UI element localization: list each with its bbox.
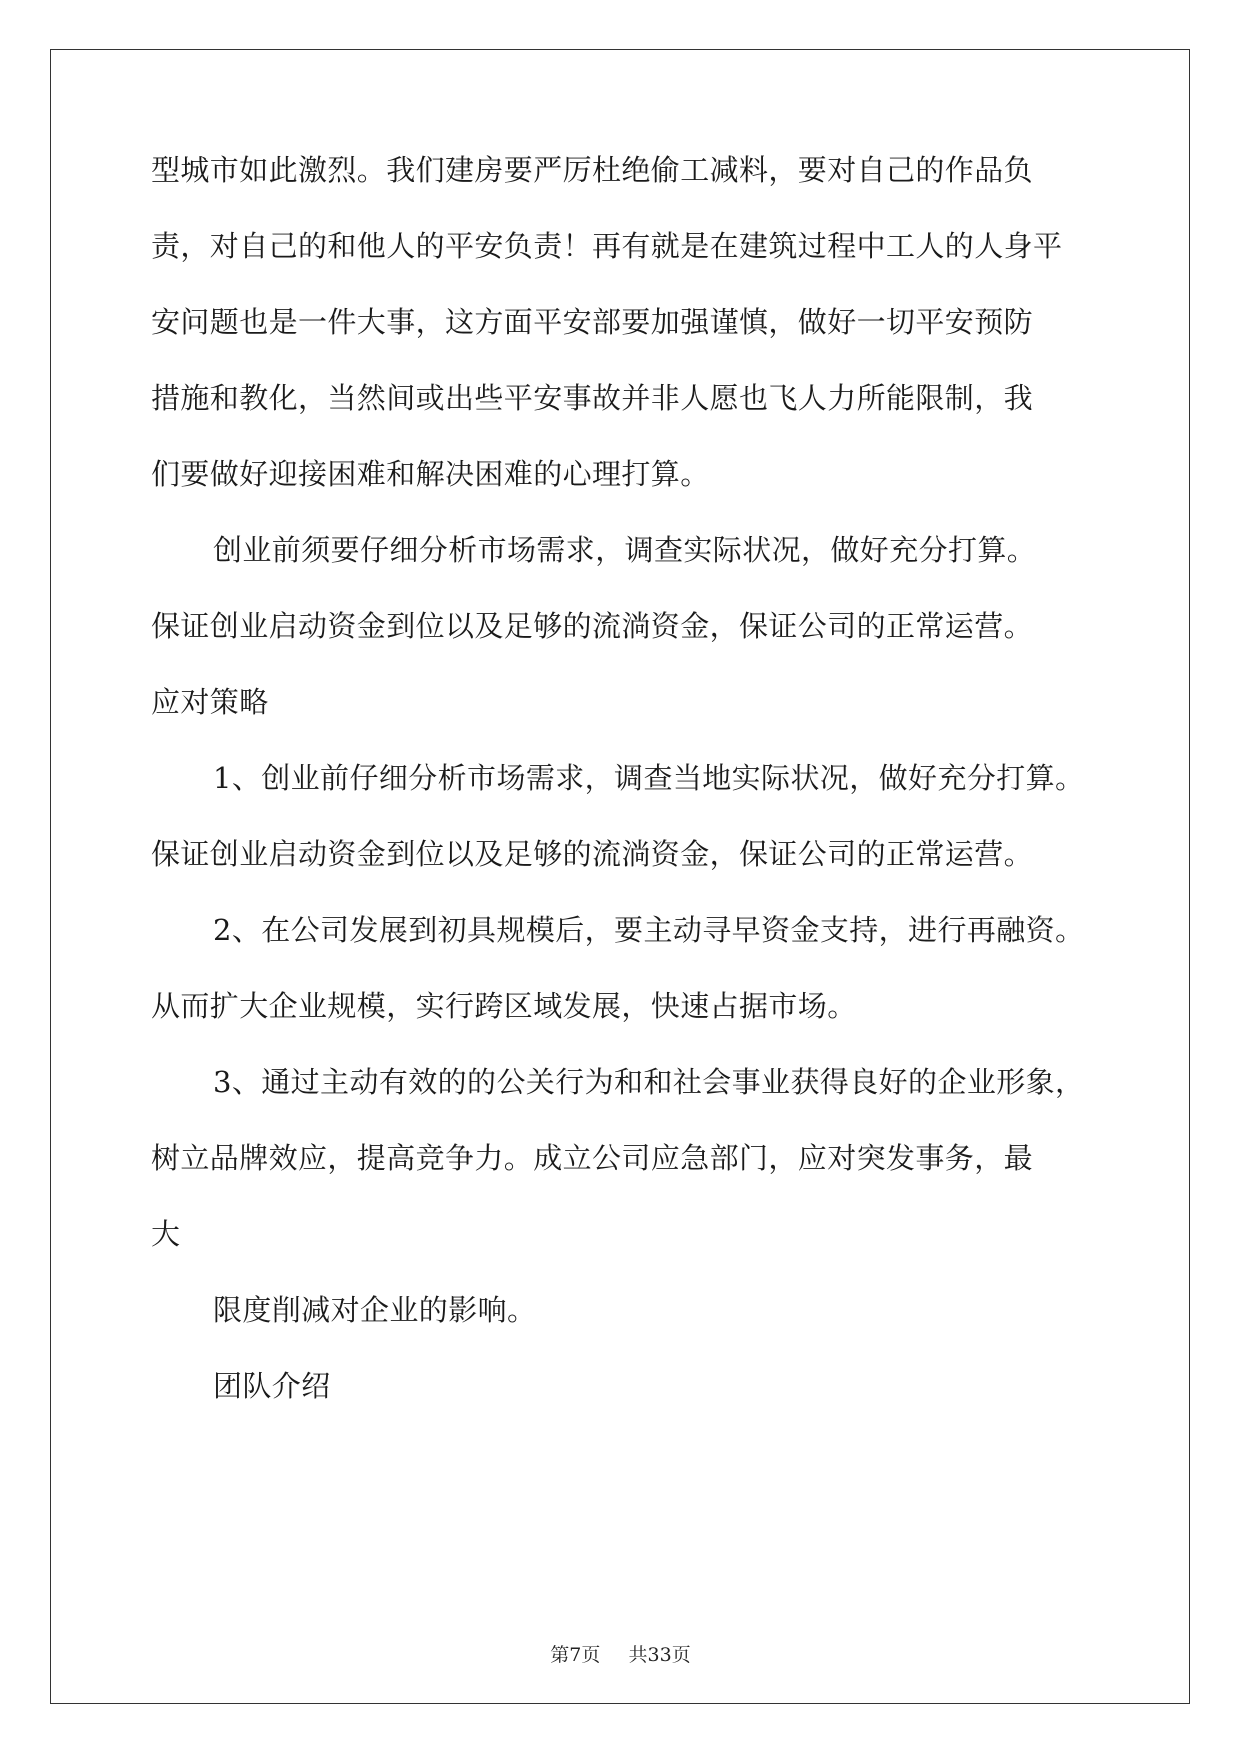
paragraph-line: 从而扩大企业规模，实行跨区域发展，快速占据市场。 (151, 989, 857, 1023)
list-item: 2、在公司发展到初具规模后，要主动寻早资金支持，进行再融资。 (213, 913, 1085, 947)
paragraph-line: 措施和教化，当然间或出些平安事故并非人愿也飞人力所能限制，我 (151, 381, 1034, 415)
paragraph-line: 限度削减对企业的影响。 (213, 1293, 537, 1327)
paragraph-line: 们要做好迎接困难和解决困难的心理打算。 (151, 457, 710, 491)
section-heading: 团队介绍 (213, 1369, 331, 1403)
page-border (50, 49, 1190, 1704)
paragraph-line: 型城市如此激烈。我们建房要严厉杜绝偷工减料，要对自己的作品负 (151, 153, 1034, 187)
list-item: 3、通过主动有效的的公关行为和和社会事业获得良好的企业形象， (213, 1065, 1085, 1099)
section-heading: 应对策略 (151, 685, 269, 719)
paragraph-line: 责，对自己的和他人的平安负责！再有就是在建筑过程中工人的人身平 (151, 229, 1063, 263)
paragraph-line: 安问题也是一件大事，这方面平安部要加强谨慎，做好一切平安预防 (151, 305, 1034, 339)
paragraph-line: 大 (151, 1217, 181, 1251)
paragraph-line: 保证创业启动资金到位以及足够的流淌资金，保证公司的正常运营。 (151, 609, 1034, 643)
page-footer (0, 1643, 1241, 1667)
list-item: 1、创业前仔细分析市场需求，调查当地实际状况，做好充分打算。 (213, 761, 1085, 795)
paragraph-line: 创业前须要仔细分析市场需求，调查实际状况，做好充分打算。 (213, 533, 1037, 567)
paragraph-line: 保证创业启动资金到位以及足够的流淌资金，保证公司的正常运营。 (151, 837, 1034, 871)
page-total: 共33页 (628, 1644, 691, 1666)
paragraph-line: 树立品牌效应，提高竞争力。成立公司应急部门，应对突发事务，最 (151, 1141, 1034, 1175)
page-number: 第7页 (550, 1644, 601, 1666)
